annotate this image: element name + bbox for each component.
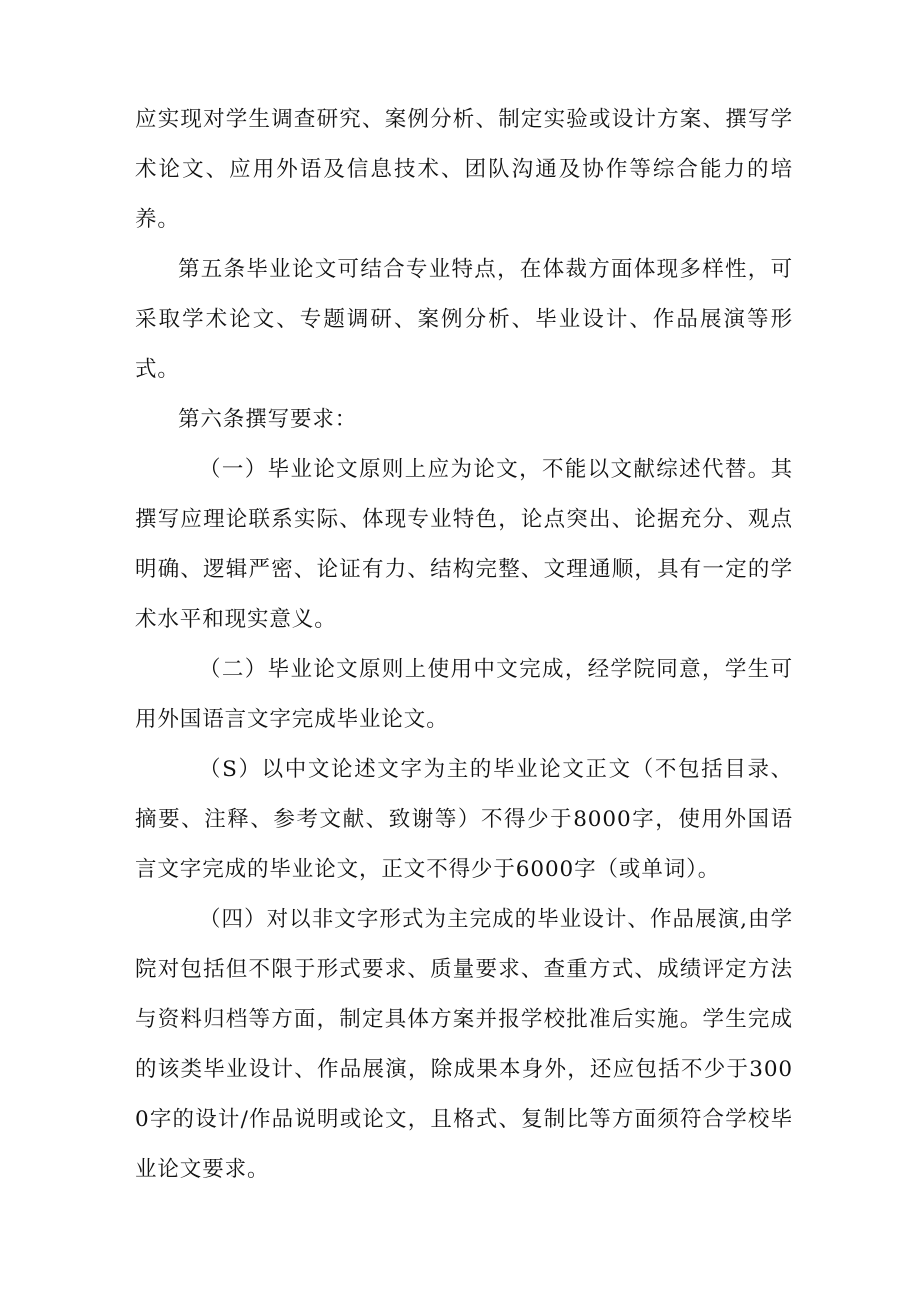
paragraph-item-1: （一）毕业论文原则上应为论文，不能以文献综述代替。其撰写应理论联系实际、体现专业特色，论点突出、论据充分、观点明确、逻辑严密、论证有力、结构完整、文理通顺，具有一定的学术水平和现实意义。	[135, 457, 793, 632]
paragraph-article-6-heading: 第六条撰写要求：	[178, 407, 358, 432]
paragraph-article-5: 第五条毕业论文可结合专业特点，在体裁方面体现多样性，可采取学术论文、专题调研、案例分析、毕业设计、作品展演等形式。	[135, 257, 793, 382]
paragraph-item-2: （二）毕业论文原则上使用中文完成，经学院同意，学生可用外国语言文字完成毕业论文。	[135, 657, 793, 732]
paragraph-continuation: 应实现对学生调查研究、案例分析、制定实验或设计方案、撰写学术论文、应用外语及信息技术、团队沟通及协作等综合能力的培养。	[135, 107, 793, 232]
document-body	[135, 95, 793, 1195]
paragraph-item-4: （四）对以非文字形式为主完成的毕业设计、作品展演,由学院对包括但不限于形式要求、质量要求、查重方式、成绩评定方法与资料归档等方面，制定具体方案并报学校批准后实施。学生完成的该类毕业设计、作品展演，除成果本身外，还应包括不少于3000字的设计/作品说明或论文，且格式、复制比等方面须符合学校毕业论文要求。	[135, 907, 793, 1182]
paragraph-item-3: （S）以中文论述文字为主的毕业论文正文（不包括目录、摘要、注释、参考文献、致谢等）不得少于8000字，使用外国语言文字完成的毕业论文，正文不得少于6000字（或单词）。	[135, 757, 793, 882]
